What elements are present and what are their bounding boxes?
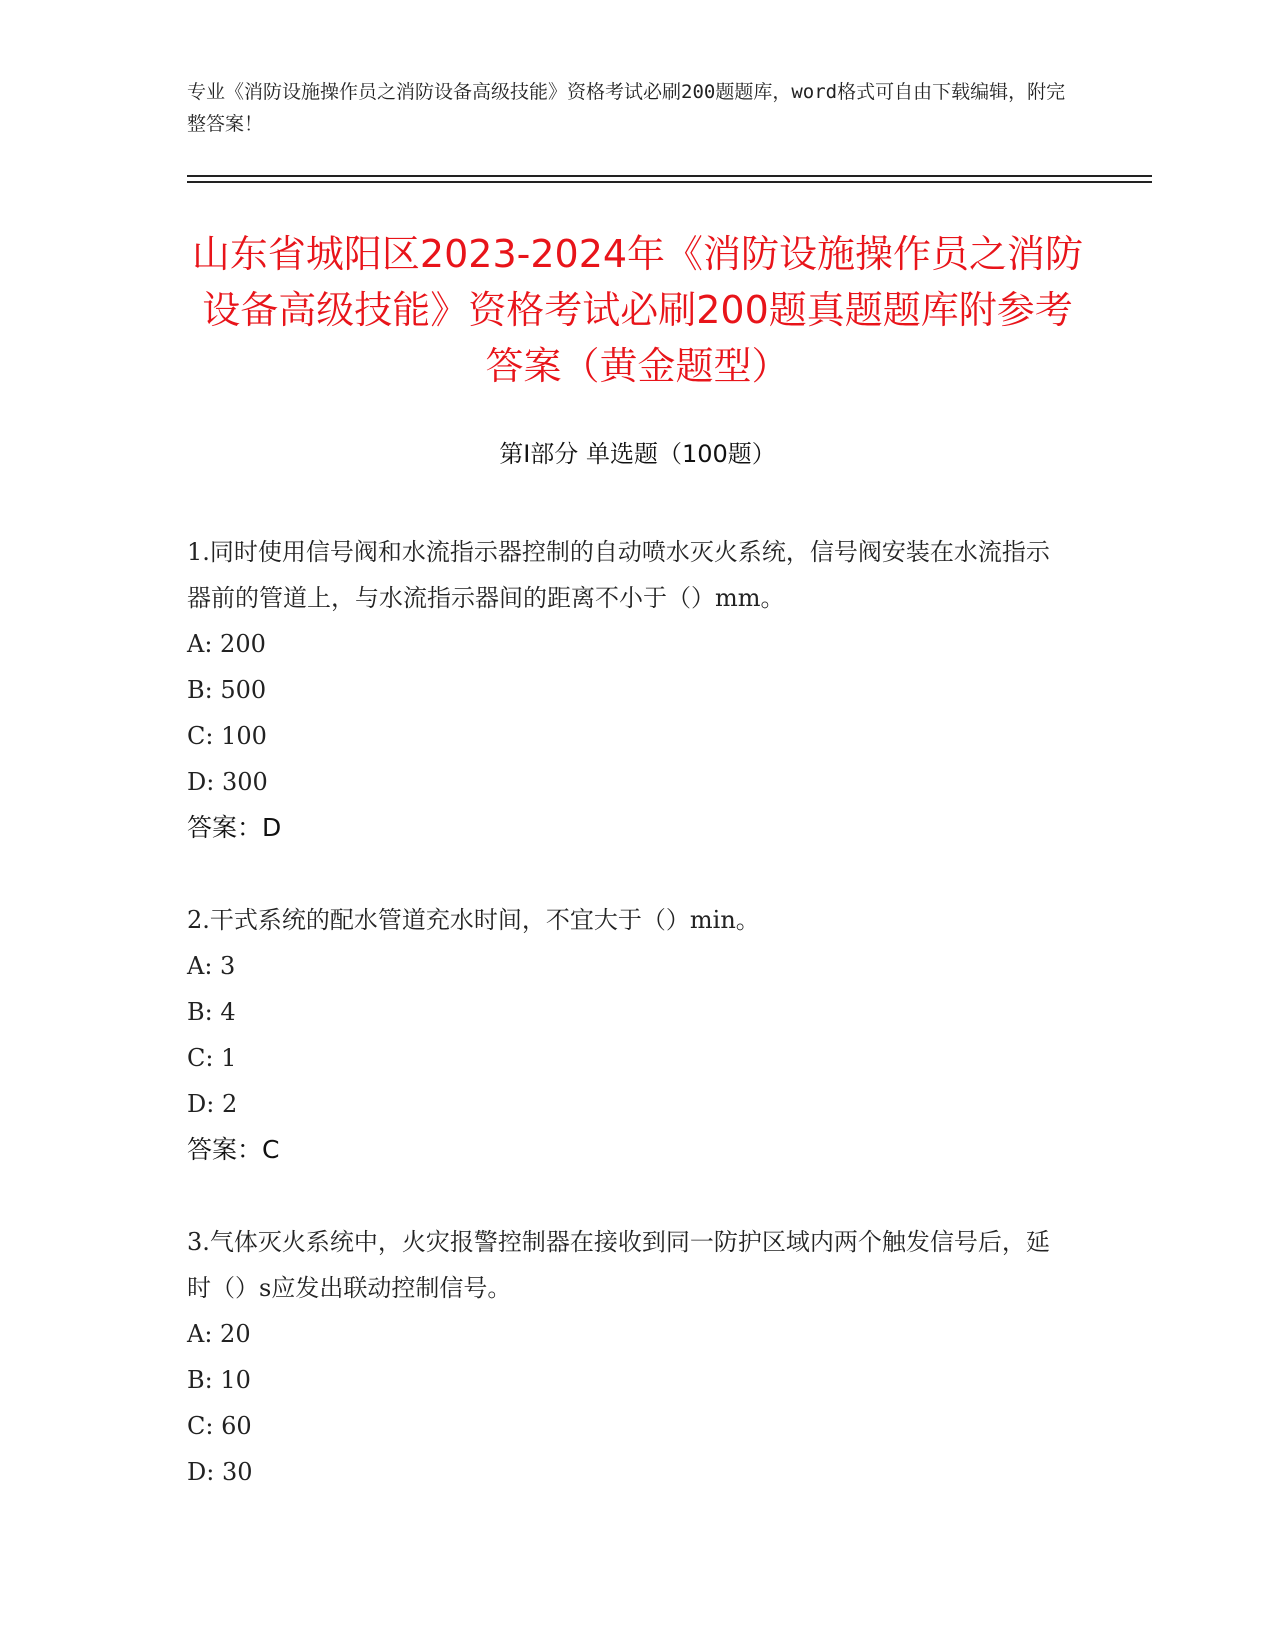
header-note: 专业《消防设施操作员之消防设备高级技能》资格考试必刷200题题库，word格式可自由下载编辑，附完整答案！	[187, 81, 1066, 135]
option-c: C: 100	[187, 722, 267, 750]
question-stem: 3.气体灭火系统中，火灾报警控制器在接收到同一防护区域内两个触发信号后，延时（）s应发出联动控制信号。	[187, 1228, 1050, 1302]
question-item	[187, 529, 1067, 851]
answer: 答案：D	[187, 813, 282, 842]
question-stem: 1.同时使用信号阀和水流指示器控制的自动喷水灭火系统，信号阀安装在水流指示器前的管道上，与水流指示器间的距离不小于（）mm。	[187, 538, 1050, 612]
option-a: A: 20	[187, 1320, 251, 1348]
option-d: D: 300	[187, 768, 268, 796]
option-b: B: 500	[187, 676, 267, 704]
option-d: D: 2	[187, 1090, 238, 1118]
option-a: A: 3	[187, 952, 236, 980]
header-rule-top	[187, 175, 1152, 177]
question-item	[187, 897, 1067, 1173]
option-c: C: 60	[187, 1412, 252, 1440]
question-item	[187, 1219, 1067, 1495]
option-b: B: 10	[187, 1366, 251, 1394]
option-d: D: 30	[187, 1458, 253, 1486]
question-stem: 2.干式系统的配水管道充水时间，不宜大于（）min。	[187, 906, 760, 934]
option-a: A: 200	[187, 630, 266, 658]
option-c: C: 1	[187, 1044, 237, 1072]
option-b: B: 4	[187, 998, 236, 1026]
section-title: 第I部分 单选题（100题）	[499, 440, 776, 468]
question-list	[187, 529, 1067, 1541]
document-title: 山东省城阳区2023-2024年《消防设施操作员之消防设备高级技能》资格考试必刷200题真题题库附参考答案（黄金题型）	[191, 232, 1084, 388]
answer: 答案：C	[187, 1135, 280, 1164]
header-rule-bottom	[187, 181, 1152, 183]
